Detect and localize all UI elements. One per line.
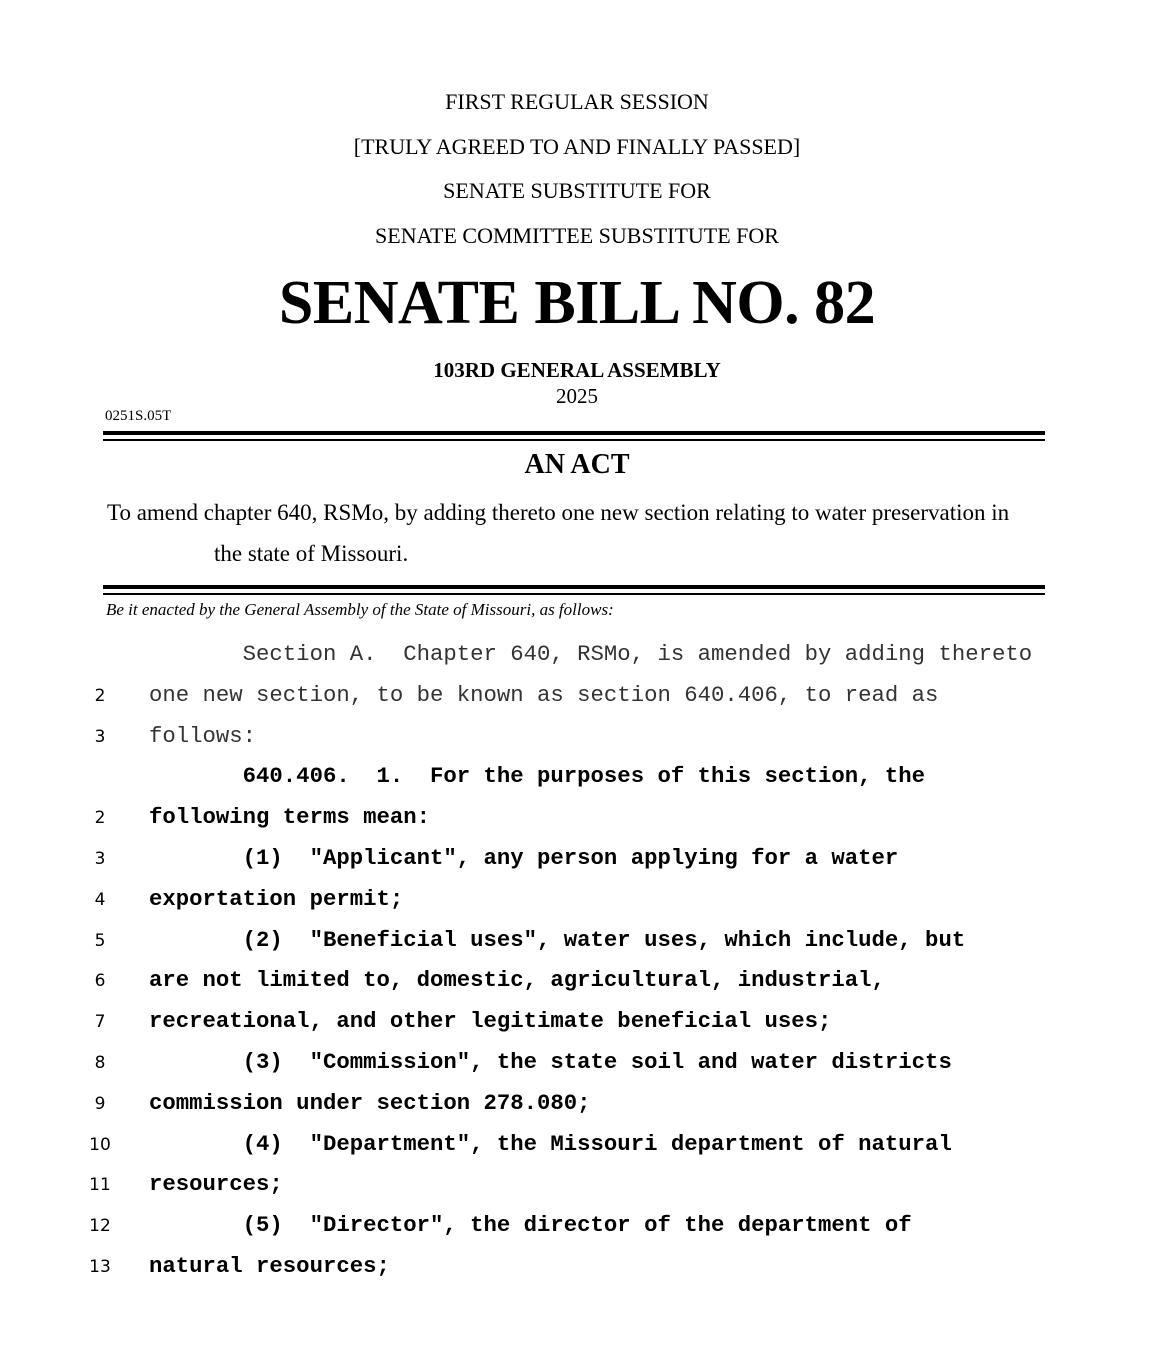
- line-text: Section A. Chapter 640, RSMo, is amended by adding thereto: [149, 641, 1033, 667]
- line-text: exportation permit;: [149, 885, 404, 912]
- line-number: 10: [89, 1134, 111, 1155]
- line-number: 9: [94, 1093, 106, 1114]
- line-text: natural resources;: [149, 1252, 390, 1279]
- line-text: follows:: [149, 722, 257, 749]
- committee-substitute-label: SENATE COMMITTEE SUBSTITUTE FOR: [375, 223, 779, 248]
- bill-line: [0, 718, 1154, 759]
- line-number: 2: [94, 685, 106, 706]
- line-text: (2) "Beneficial uses", water uses, which include, but: [149, 926, 966, 953]
- bill-title: SENATE BILL NO. 82: [278, 269, 876, 337]
- line-number: 11: [89, 1175, 111, 1196]
- line-number: 13: [89, 1256, 111, 1277]
- substitute-label: SENATE SUBSTITUTE FOR: [443, 178, 711, 203]
- divider-thick-bottom: [103, 585, 1045, 589]
- line-text: (5) "Director", the director of the department of: [149, 1212, 912, 1239]
- bill-line: [0, 1126, 1154, 1167]
- line-text: are not limited to, domestic, agricultural, industrial,: [149, 967, 885, 994]
- bill-line: [0, 1207, 1154, 1248]
- act-summary-line-1: To amend chapter 640, RSMo, by adding thereto one new section relating to water preservation in: [107, 500, 1010, 525]
- line-text: (4) "Department", the Missouri department of natural: [149, 1130, 952, 1157]
- line-text: resources;: [149, 1171, 283, 1198]
- bill-line: [0, 1085, 1154, 1126]
- passed-label: [TRULY AGREED TO AND FINALLY PASSED]: [353, 134, 801, 159]
- assembly-label: 103RD GENERAL ASSEMBLY: [433, 358, 721, 382]
- bill-line: [0, 677, 1154, 718]
- bill-line: [0, 962, 1154, 1003]
- line-text: (3) "Commission", the state soil and water districts: [149, 1048, 952, 1075]
- session-label: FIRST REGULAR SESSION: [445, 89, 709, 114]
- enacting-clause: Be it enacted by the General Assembly of the State of Missouri, as follows:: [106, 600, 614, 619]
- bill-line: [0, 922, 1154, 963]
- bill-line: [0, 1166, 1154, 1207]
- line-number: 6: [94, 971, 106, 992]
- act-summary-line-2: the state of Missouri.: [214, 541, 409, 566]
- divider-thin-bottom: [103, 593, 1045, 595]
- line-text: recreational, and other legitimate beneficial uses;: [149, 1008, 832, 1035]
- line-number: 2: [94, 808, 106, 829]
- line-text: (1) "Applicant", any person applying for a water: [149, 844, 899, 871]
- line-number: 8: [94, 1052, 106, 1073]
- line-number: 7: [94, 1012, 106, 1033]
- bill-line: [0, 1248, 1154, 1289]
- bill-line: [0, 799, 1154, 840]
- bill-line: [0, 636, 1154, 677]
- line-text: commission under section 278.080;: [149, 1089, 591, 1116]
- line-number: 3: [94, 848, 106, 869]
- bill-line: [0, 881, 1154, 922]
- divider-thick-top: [103, 431, 1045, 435]
- act-heading: AN ACT: [524, 449, 630, 480]
- bill-code: 0251S.05T: [105, 408, 172, 424]
- line-number: 4: [94, 889, 106, 910]
- bill-line: [0, 1044, 1154, 1085]
- line-text: one new section, to be known as section 640.406, to read as: [149, 681, 939, 708]
- line-number: 5: [94, 930, 106, 951]
- divider-thin-top: [103, 439, 1045, 441]
- bill-line: [0, 758, 1154, 799]
- line-text: 640.406. 1. For the purposes of this section, the: [149, 763, 926, 790]
- line-text: following terms mean:: [149, 804, 430, 831]
- year-label: 2025: [556, 384, 598, 408]
- bill-line: [0, 1003, 1154, 1044]
- bill-text: [0, 636, 1154, 1289]
- bill-line: [0, 840, 1154, 881]
- line-number: 12: [89, 1216, 111, 1237]
- line-number: 3: [94, 726, 106, 747]
